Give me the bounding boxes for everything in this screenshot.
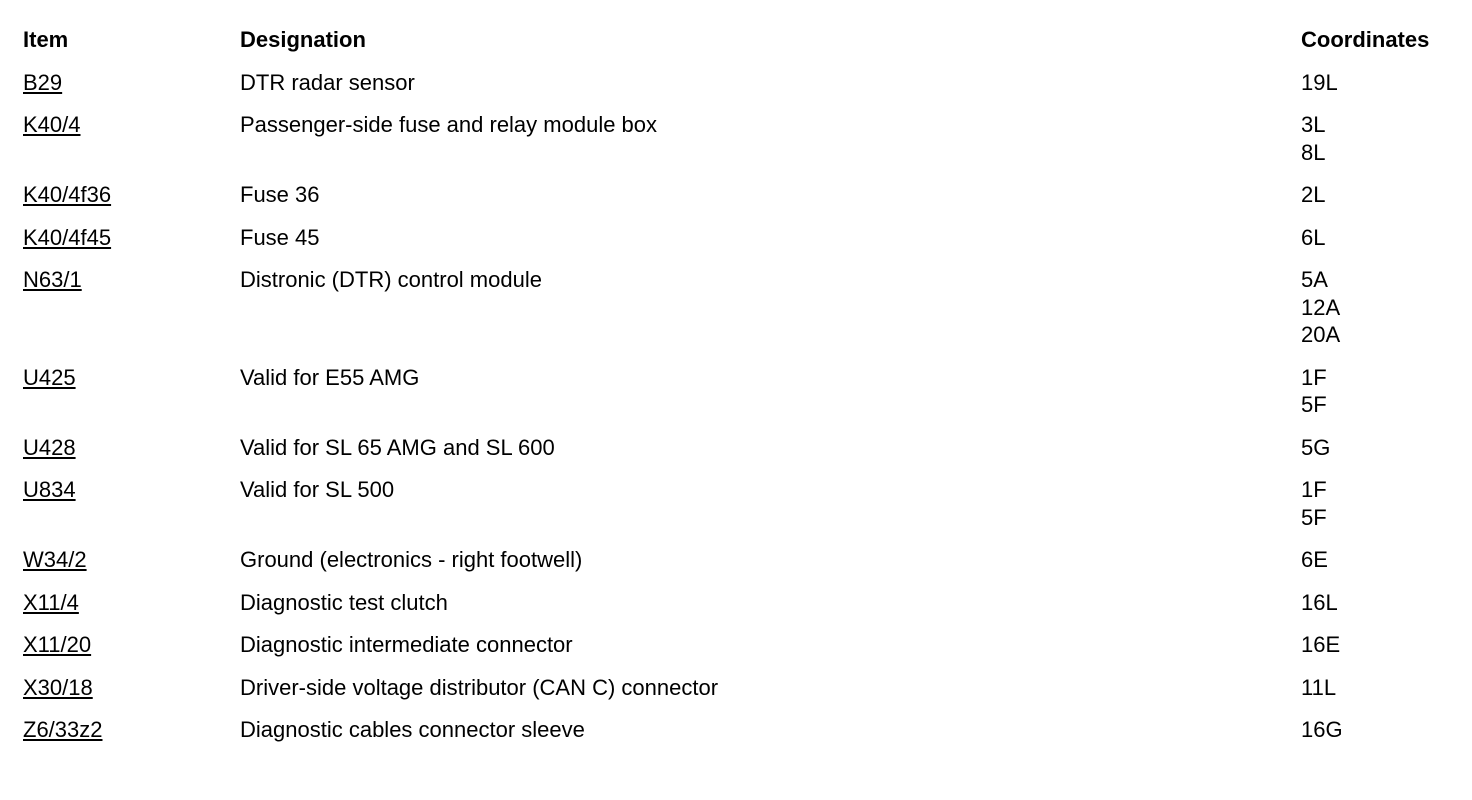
item-link[interactable]: U425 — [23, 364, 76, 390]
header-coordinates: Coordinates — [1301, 27, 1430, 52]
item-cell — [23, 716, 240, 759]
designation-cell: Valid for E55 AMG — [240, 364, 420, 390]
item-link[interactable]: Z6/33z2 — [23, 717, 103, 742]
coordinate-value: 16E — [1301, 632, 1341, 657]
coordinate-value: 5F — [1301, 392, 1327, 417]
coordinate-value: 1F — [1301, 364, 1327, 390]
table-row — [23, 434, 1461, 477]
coordinates-cell — [1301, 69, 1461, 112]
item-link[interactable]: N63/1 — [23, 267, 82, 292]
item-cell — [23, 434, 240, 477]
designation-cell: Distronic (DTR) control module — [240, 267, 542, 292]
table-row — [23, 111, 1461, 181]
coordinate-value: 2L — [1301, 182, 1326, 207]
item-cell — [23, 224, 240, 267]
header-designation: Designation — [240, 27, 366, 52]
coordinate-value: 16G — [1301, 717, 1343, 742]
coordinates-cell — [1301, 364, 1461, 434]
designation-cell: Fuse 36 — [240, 182, 320, 207]
item-link[interactable]: K40/4f36 — [23, 182, 112, 207]
coordinates-cell — [1301, 434, 1461, 477]
table-body — [23, 69, 1461, 759]
designation-cell: Diagnostic cables connector sleeve — [240, 717, 585, 742]
designation-cell: Fuse 45 — [240, 224, 320, 250]
item-cell — [23, 181, 240, 224]
coordinates-cell — [1301, 476, 1461, 546]
coordinate-value: 20A — [1301, 322, 1341, 347]
item-link[interactable]: U428 — [23, 434, 76, 460]
table-row — [23, 716, 1461, 759]
designation-cell: Diagnostic test clutch — [240, 589, 448, 615]
coordinates-cell — [1301, 111, 1461, 181]
table-row — [23, 364, 1461, 434]
item-link[interactable]: B29 — [23, 69, 63, 95]
coordinates-cell — [1301, 716, 1461, 759]
item-cell — [23, 674, 240, 717]
coordinate-value: 11L — [1301, 674, 1337, 700]
coordinate-value: 6E — [1301, 547, 1328, 572]
table-row — [23, 476, 1461, 546]
item-cell — [23, 476, 240, 546]
table-row — [23, 224, 1461, 267]
table-row — [23, 589, 1461, 632]
item-link[interactable]: X11/20 — [23, 632, 92, 657]
coordinates-cell — [1301, 224, 1461, 267]
coordinate-value: 1F — [1301, 477, 1327, 502]
coordinate-value: 5G — [1301, 434, 1331, 460]
designation-cell: Ground (electronics - right footwell) — [240, 547, 583, 572]
item-link[interactable]: U834 — [23, 477, 76, 502]
item-cell — [23, 111, 240, 181]
coordinate-value: 3L — [1301, 112, 1326, 137]
header-item: Item — [23, 27, 69, 52]
coordinate-value: 16L — [1301, 589, 1338, 615]
coordinates-cell — [1301, 266, 1461, 364]
coordinate-value: 19L — [1301, 69, 1338, 95]
item-cell — [23, 266, 240, 364]
designation-cell: Diagnostic intermediate connector — [240, 632, 573, 657]
coordinates-cell — [1301, 589, 1461, 632]
table-row — [23, 266, 1461, 364]
item-link[interactable]: X11/4 — [23, 589, 79, 615]
coordinate-value: 6L — [1301, 224, 1326, 250]
coordinates-cell — [1301, 674, 1461, 717]
designation-cell: Passenger-side fuse and relay module box — [240, 112, 658, 137]
coordinates-cell — [1301, 181, 1461, 224]
coordinate-value: 8L — [1301, 139, 1326, 165]
item-cell — [23, 546, 240, 589]
item-link[interactable]: K40/4f45 — [23, 224, 112, 250]
table-row — [23, 674, 1461, 717]
coordinates-cell — [1301, 631, 1461, 674]
designation-cell: Valid for SL 500 — [240, 477, 395, 502]
item-cell — [23, 69, 240, 112]
coordinate-value: 12A — [1301, 294, 1341, 320]
designation-cell: Valid for SL 65 AMG and SL 600 — [240, 434, 555, 460]
coordinates-cell — [1301, 546, 1461, 589]
table-header-row — [23, 26, 1461, 69]
item-cell — [23, 364, 240, 434]
coordinate-value: 5F — [1301, 504, 1327, 530]
table-row — [23, 546, 1461, 589]
item-cell — [23, 589, 240, 632]
item-cell — [23, 631, 240, 674]
coordinate-value: 5A — [1301, 267, 1328, 292]
item-link[interactable]: X30/18 — [23, 674, 93, 700]
table-row — [23, 181, 1461, 224]
component-legend-table — [23, 26, 1461, 759]
designation-cell: DTR radar sensor — [240, 69, 415, 95]
designation-cell: Driver-side voltage distributor (CAN C) connector — [240, 674, 719, 700]
item-link[interactable]: K40/4 — [23, 112, 81, 137]
table-row — [23, 69, 1461, 112]
table-row — [23, 631, 1461, 674]
item-link[interactable]: W34/2 — [23, 547, 87, 572]
